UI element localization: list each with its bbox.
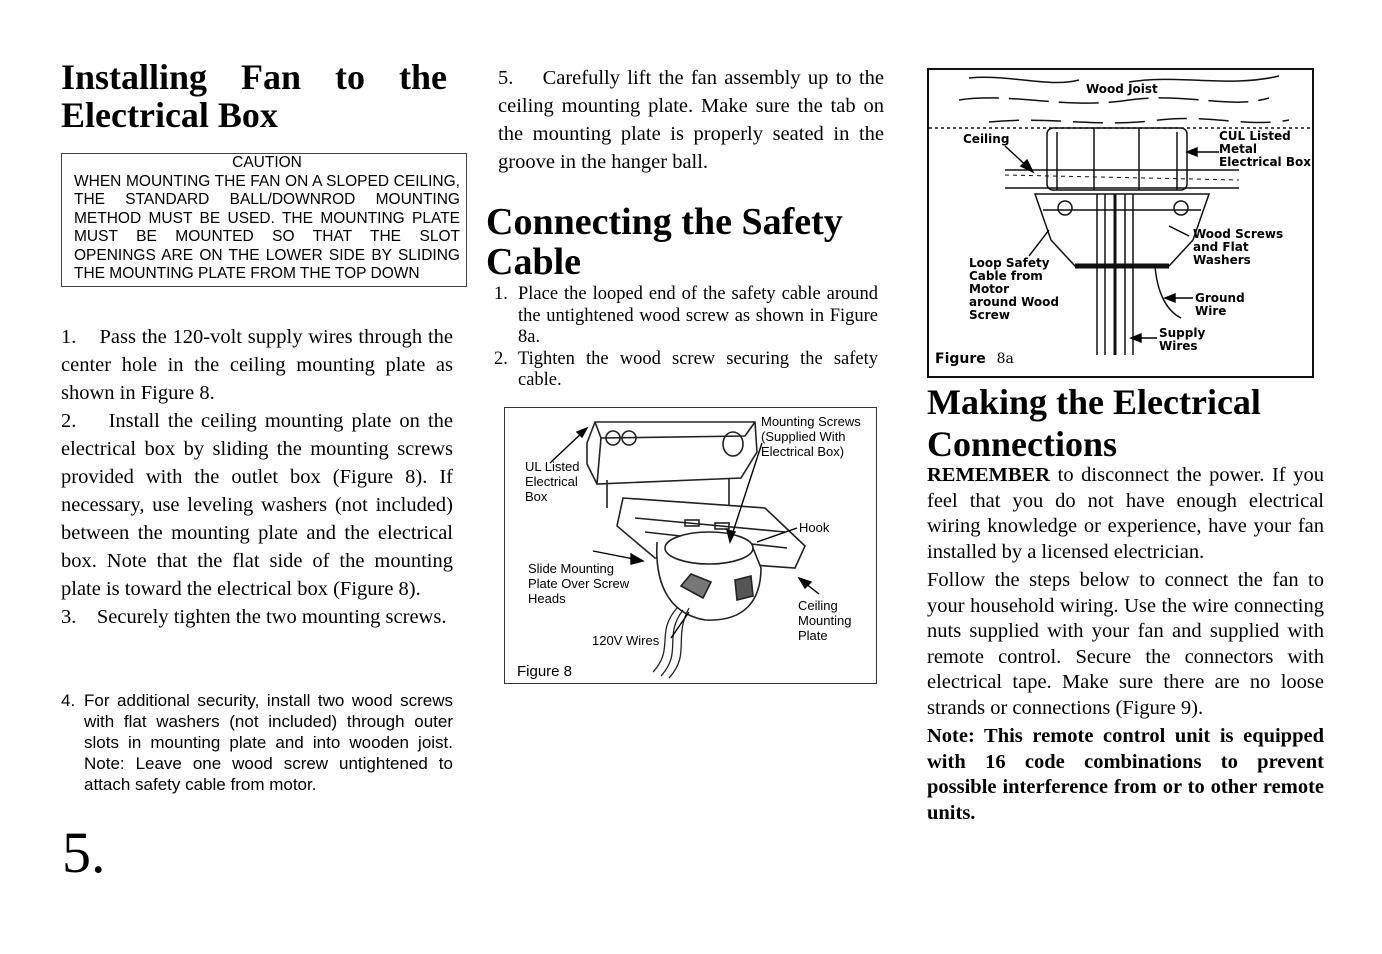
figure-8a-caption bbox=[935, 351, 1014, 367]
safety-step-1-number: 1. bbox=[494, 284, 508, 304]
remote-note: Note: This remote control unit is equipped with 16 code combinations to prevent possible interference from or to other remote units. bbox=[927, 725, 1324, 824]
label-ul-electrical-box: UL Listed Electrical Box bbox=[525, 459, 580, 504]
remember-text: to disconnect the power. If you feel that you do not have enough electrical wiring knowledge or experience, have your fan installed by a licensed electrician. bbox=[927, 464, 1324, 563]
remember-bold: REMEMBER bbox=[927, 464, 1050, 486]
label-120v-wires: 120V Wires bbox=[592, 633, 660, 648]
step-2: 2. Install the ceiling mounting plate on the electrical box by sliding the mounting screws provided with the outlet box (Figure 8). If necessary, use leveling washers (not included) between the mounting plate and the electrical box. Note that the flat side of the mounting plate is toward the electrical box (Figure 8). bbox=[61, 410, 453, 600]
step-4-text: For additional security, install two wood screws with flat washers (not included) through outer slots in mounting plate and into wooden joist. Note: Leave one wood screw untightened to attach safety cable from motor. bbox=[84, 691, 453, 794]
label-cul-electrical-box: CUL Listed Metal Electrical Box bbox=[1219, 129, 1311, 169]
follow-paragraph: Follow the steps below to connect the fan to your household wiring. Use the wire connecting nuts supplied with your fan and supplied with remote control. Secure the connectors with electrical tape. Make sure there are no loose strands or connections (Figure 9). bbox=[927, 569, 1324, 719]
figure-8-caption: Figure 8 bbox=[517, 663, 573, 680]
safety-step-2 bbox=[494, 349, 878, 392]
figure-8a bbox=[927, 68, 1314, 378]
safety-step-1 bbox=[494, 284, 878, 349]
label-ground-wire: Ground Wire bbox=[1195, 291, 1245, 318]
step-1: 1. Pass the 120-volt supply wires through the center hole in the ceiling mounting plate as shown in Figure 8. bbox=[61, 326, 453, 404]
safety-step-2-number: 2. bbox=[494, 348, 508, 369]
caution-text: WHEN MOUNTING THE FAN ON A SLOPED CEILING, THE STANDARD BALL/DOWNROD MOUNTING METHOD MUST BE USED. THE MOUNTING PLATE MUST BE MOUNTED SO THAT THE SLOT OPENINGS ARE ON THE LOWER SIDE BY SLIDING THE MOUNTING PLATE FROM THE TOP DOWN bbox=[74, 172, 460, 282]
safety-step-1-text: Place the looped end of the safety cable around the untightened wood screw as shown in Figure 8a. bbox=[518, 284, 878, 347]
label-mounting-screws: Mounting Screws (Supplied With Electrical Box) bbox=[761, 414, 861, 459]
caution-title: CAUTION bbox=[232, 154, 302, 171]
electrical-connections-body bbox=[927, 463, 1324, 826]
figure-8 bbox=[504, 407, 877, 684]
section-title-safety-cable: Connecting the Safety Cable bbox=[486, 201, 843, 283]
label-wood-screws: Wood Screws and Flat Washers bbox=[1193, 227, 1284, 267]
step-4-number: 4. bbox=[61, 691, 76, 710]
label-loop-safety-cable: Loop Safety Cable from Motor around Wood Screw bbox=[969, 256, 1059, 322]
page-number: 5. bbox=[62, 820, 106, 885]
step-5: 5. Carefully lift the fan assembly up to the ceiling mounting plate. Make sure the tab on the mounting plate is properly seated in the groove in the hanger ball. bbox=[498, 67, 884, 173]
section-title-electrical-connections: Making the Electrical Connections bbox=[927, 382, 1261, 464]
install-steps bbox=[61, 323, 453, 631]
caution-box bbox=[61, 153, 467, 287]
label-wood-joist: Wood Joist bbox=[1086, 82, 1158, 96]
remember-paragraph bbox=[927, 463, 1324, 565]
safety-step-2-text: Tighten the wood screw securing the safety cable. bbox=[518, 348, 878, 390]
figure-8a-caption-number: 8a bbox=[996, 351, 1014, 367]
label-ceiling-mounting-plate: Ceiling Mounting Plate bbox=[798, 598, 852, 643]
label-hook: Hook bbox=[799, 520, 830, 535]
label-slide-mounting-plate: Slide Mounting Plate Over Screw Heads bbox=[528, 561, 630, 606]
section-title-installing: Installing Fan to the Electrical Box bbox=[61, 57, 447, 135]
safety-cable-steps bbox=[494, 284, 878, 392]
figure-8a-caption-word: Figure bbox=[935, 351, 986, 367]
figure-8a-illustration bbox=[929, 70, 1312, 376]
step-3: 3. Securely tighten the two mounting screws. bbox=[61, 606, 447, 628]
step-4 bbox=[61, 690, 453, 795]
label-supply-wires: Supply Wires bbox=[1159, 326, 1206, 353]
label-ceiling: Ceiling bbox=[963, 132, 1010, 146]
